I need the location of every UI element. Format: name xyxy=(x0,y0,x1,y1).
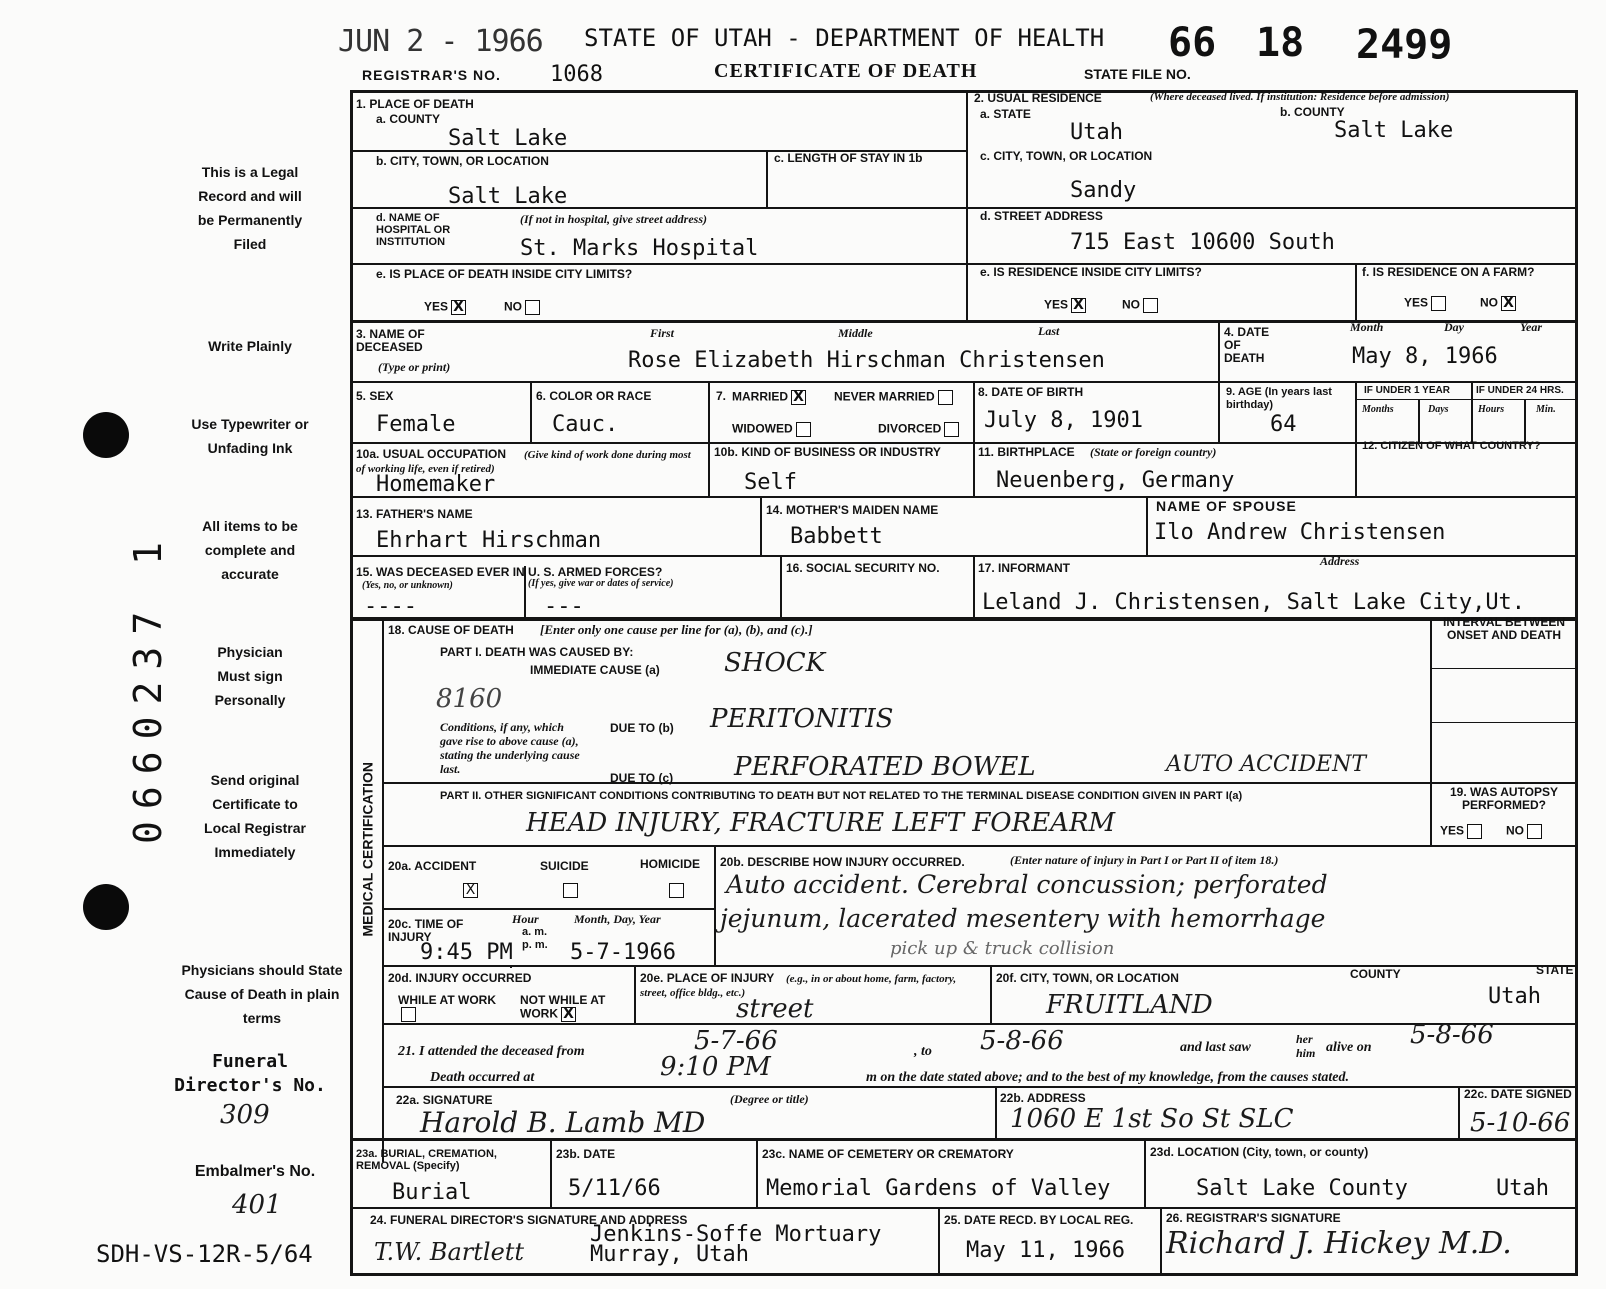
residence-state-value: Utah xyxy=(1070,120,1123,145)
armed-forces-label: 15. WAS DECEASED EVER IN U. S. ARMED FORCES? xyxy=(356,565,663,579)
widowed-checkbox[interactable]: WIDOWED xyxy=(732,422,811,437)
alive-on-label: alive on xyxy=(1326,1040,1372,1055)
last-saw-label: and last saw xyxy=(1180,1040,1251,1055)
length-of-stay-label: c. LENGTH OF STAY IN 1b xyxy=(774,151,923,165)
married-checkbox[interactable]: MARRIED X xyxy=(732,390,806,405)
burial-label: 23a. BURIAL, CREMATION, REMOVAL (Specify) xyxy=(356,1148,497,1172)
mother-name-label: 14. MOTHER'S MAIDEN NAME xyxy=(766,503,939,517)
file-number-part: 2499 xyxy=(1356,22,1453,68)
social-security-label: 16. SOCIAL SECURITY NO. xyxy=(786,561,940,575)
burial-date-label: 23b. DATE xyxy=(556,1147,616,1161)
mother-name-value: Babbett xyxy=(790,524,883,549)
am-pm-label: a. m. p. m. xyxy=(522,926,548,951)
attended-from-value: 5-7-66 xyxy=(694,1026,778,1056)
injury-city-value: FRUITLAND xyxy=(1046,990,1213,1020)
residence-yes-checkbox[interactable]: YES X xyxy=(1044,298,1086,313)
farm-label: f. IS RESIDENCE ON A FARM? xyxy=(1362,265,1535,279)
funeral-director-value: Jenkins-Soffe Mortuary xyxy=(590,1222,882,1247)
under-1-year-label: IF UNDER 1 YEAR xyxy=(1364,385,1450,396)
father-name-label: 13. FATHER'S NAME xyxy=(356,507,473,521)
hour-label: Hour xyxy=(512,912,539,926)
date-of-birth-value: July 8, 1901 xyxy=(984,408,1143,433)
death-city-value: Salt Lake xyxy=(448,184,568,209)
form-heading: STATE OF UTAH - DEPARTMENT OF HEALTH xyxy=(584,24,1105,52)
cemetery-value: Memorial Gardens of Valley xyxy=(766,1176,1111,1201)
sex-value: Female xyxy=(376,412,456,437)
homicide-checkbox[interactable] xyxy=(666,880,684,899)
accident-label: 20a. ACCIDENT xyxy=(388,859,477,873)
residence-county-label: b. COUNTY xyxy=(1280,105,1345,119)
date-of-injury-value: 5-7-1966 xyxy=(570,940,676,965)
residence-county-value: Salt Lake xyxy=(1334,118,1454,143)
informant-address-label: Address xyxy=(1320,554,1360,568)
age-hours-label: Hours xyxy=(1478,404,1505,415)
deceased-name-label: 3. NAME OF DECEASED xyxy=(356,327,425,354)
punch-hole xyxy=(83,884,129,930)
while-at-work-checkbox[interactable]: WHILE AT WORK xyxy=(398,994,508,1022)
residence-state-label: a. STATE xyxy=(980,107,1031,121)
due-to-b-label: DUE TO (b) xyxy=(610,721,674,735)
state-file-label: STATE FILE NO. xyxy=(1084,66,1191,82)
autopsy-yes-checkbox[interactable]: YES xyxy=(1440,824,1482,839)
injury-county-label: COUNTY xyxy=(1350,967,1401,981)
sidebar-physicians-cause: Physicians should State Cause of Death in plain terms xyxy=(181,962,343,1026)
burial-date-value: 5/11/66 xyxy=(568,1176,661,1201)
date-signed-value: 5-10-66 xyxy=(1470,1108,1571,1138)
registrar-signature-label: 26. REGISTRAR'S SIGNATURE xyxy=(1166,1211,1341,1225)
age-days-label: Days xyxy=(1428,404,1449,415)
informant-label: 17. INFORMANT xyxy=(978,561,1071,575)
residence-city-value: Sandy xyxy=(1070,178,1137,203)
inside-city-limits-label: e. IS PLACE OF DEATH INSIDE CITY LIMITS? xyxy=(376,267,633,281)
residence-no-checkbox[interactable]: NO xyxy=(1122,298,1158,313)
how-injury-line-2: jejunum, lacerated mesentery with hemorrhage xyxy=(720,904,1326,933)
death-occurred-label: Death occurred at xyxy=(430,1070,535,1085)
due-to-b-value: PERITONITIS xyxy=(710,704,894,734)
attended-to-value: 5-8-66 xyxy=(980,1026,1064,1056)
injury-state-value: Utah xyxy=(1488,984,1541,1009)
place-of-injury-value: street xyxy=(736,994,814,1024)
embalmer-number: 401 xyxy=(232,1190,282,1220)
suicide-label: SUICIDE xyxy=(540,859,589,873)
deceased-name-note: (Type or print) xyxy=(378,360,451,374)
part-two-label: PART II. OTHER SIGNIFICANT CONDITIONS CONTRIBUTING TO DEATH BUT NOT RELATED TO THE TERMINAL DISEASE CONDITION GIVEN IN PART I(a) xyxy=(440,790,1243,802)
file-number-part: 66 xyxy=(1168,20,1217,66)
date-of-birth-label: 8. DATE OF BIRTH xyxy=(978,385,1084,399)
armed-forces-note-b: (If yes, give war or dates of service) xyxy=(528,578,674,589)
file-number-part: 18 xyxy=(1256,20,1305,66)
middle-name-label: Middle xyxy=(838,326,873,340)
how-injury-note: (Enter nature of injury in Part I or Part II of item 18.) xyxy=(1010,853,1279,867)
punch-hole xyxy=(83,412,129,458)
service-dates-value: --- xyxy=(544,594,584,619)
funeral-director-number: 309 xyxy=(220,1100,270,1130)
how-injury-line-3: pick up & truck collision xyxy=(890,938,1115,959)
business-label: 10b. KIND OF BUSINESS OR INDUSTRY xyxy=(714,445,941,459)
immediate-cause-value: SHOCK xyxy=(724,648,826,678)
deceased-name-value: Rose Elizabeth Hirschman Christensen xyxy=(628,348,1105,373)
vertical-serial-number: 0660237 1 xyxy=(126,530,170,844)
how-injury-line-1: Auto accident. Cerebral concussion; perforated xyxy=(726,870,1328,899)
sidebar-complete: All items to be complete and accurate xyxy=(202,518,298,582)
date-of-death-label: 4. DATE OF DEATH xyxy=(1224,325,1270,365)
burial-location-label: 23d. LOCATION (City, town, or county) xyxy=(1150,1145,1369,1159)
sidebar-write-plainly: Write Plainly xyxy=(208,338,292,354)
place-yes-checkbox[interactable]: YES X xyxy=(424,300,466,315)
birthplace-label: 11. BIRTHPLACE xyxy=(978,445,1075,459)
suicide-checkbox[interactable] xyxy=(560,880,578,899)
due-to-c-extra: AUTO ACCIDENT xyxy=(1166,752,1366,777)
registrar-signature: Richard J. Hickey M.D. xyxy=(1166,1226,1512,1261)
father-name-value: Ehrhart Hirschman xyxy=(376,528,602,553)
death-occurred-value: 9:10 PM xyxy=(660,1052,771,1082)
death-city-label: b. CITY, TOWN, OR LOCATION xyxy=(376,154,549,168)
under-24-hours-label: IF UNDER 24 HRS. xyxy=(1476,385,1564,396)
attended-to-label: , to xyxy=(914,1044,932,1059)
sidebar-legal-note: This is a Legal Record and will be Permanently Filed xyxy=(197,164,303,252)
death-county-value: Salt Lake xyxy=(448,126,568,151)
never-married-checkbox[interactable]: NEVER MARRIED xyxy=(834,390,953,405)
street-address-value: 715 East 10600 South xyxy=(1070,230,1335,255)
funeral-director-signature: T.W. Bartlett xyxy=(374,1238,525,1266)
informant-value: Leland J. Christensen, Salt Lake City,Ut. xyxy=(982,590,1526,615)
burial-value: Burial xyxy=(392,1180,472,1205)
last-name-label: Last xyxy=(1038,324,1060,338)
age-label: 9. AGE (In years last birthday) xyxy=(1226,386,1332,411)
spouse-name-value: Ilo Andrew Christensen xyxy=(1154,520,1446,545)
burial-location-value: Salt Lake County xyxy=(1196,1176,1408,1201)
registrar-number: 1068 xyxy=(550,62,603,87)
degree-title-label: (Degree or title) xyxy=(730,1092,809,1106)
date-of-death-value: May 8, 1966 xyxy=(1352,344,1498,369)
age-months-label: Months xyxy=(1362,404,1394,415)
injury-city-label: 20f. CITY, TOWN, OR LOCATION xyxy=(996,971,1179,985)
immediate-cause-label: IMMEDIATE CAUSE (a) xyxy=(530,663,660,677)
cause-of-death-label: 18. CAUSE OF DEATH xyxy=(388,623,514,637)
funeral-director-label: Funeral Director's No. xyxy=(174,1051,326,1096)
age-value: 64 xyxy=(1270,412,1297,437)
interval-label: INTERVAL BETWEEN ONSET AND DEATH xyxy=(1442,615,1565,642)
funeral-director-address: Murray, Utah xyxy=(590,1242,749,1267)
autopsy-label: 19. WAS AUTOPSY PERFORMED? xyxy=(1449,785,1559,812)
injury-occurred-label: 20d. INJURY OCCURRED xyxy=(388,971,532,985)
death-year-label: Year xyxy=(1520,320,1542,334)
burial-location-state: Utah xyxy=(1496,1176,1549,1201)
occupation-value: Homemaker xyxy=(376,472,496,497)
sex-label: 5. SEX xyxy=(356,389,394,403)
part-one-label: PART I. DEATH WAS CAUSED BY: xyxy=(440,645,634,659)
date-received-value: May 11, 1966 xyxy=(966,1238,1125,1263)
physician-signature: Harold B. Lamb MD xyxy=(420,1106,706,1139)
street-address-label: d. STREET ADDRESS xyxy=(980,209,1103,223)
sidebar-typewriter: Use Typewriter or Unfading Ink xyxy=(191,416,309,456)
death-day-label: Day xyxy=(1444,320,1464,334)
birthplace-note: (State or foreign country) xyxy=(1090,445,1217,459)
cemetery-label: 23c. NAME OF CEMETERY OR CREMATORY xyxy=(762,1147,1014,1161)
attended-label: 21. I attended the deceased from xyxy=(398,1044,585,1059)
death-month-label: Month xyxy=(1350,320,1384,334)
date-signed-label: 22c. DATE SIGNED xyxy=(1464,1087,1572,1101)
certificate-title: CERTIFICATE OF DEATH xyxy=(714,60,978,82)
not-while-at-work-checkbox[interactable]: NOT WHILE AT WORK X xyxy=(520,993,606,1022)
armed-forces-note-a: (Yes, no, or unknown) xyxy=(362,580,453,591)
time-of-injury-value: 9:45 PM xyxy=(420,940,513,965)
usual-residence-label: 2. USUAL RESIDENCE xyxy=(974,91,1102,105)
armed-forces-value: ---- xyxy=(364,594,417,619)
due-to-c-label: DUE TO (c) xyxy=(610,771,674,785)
occupation-label: 10a. USUAL OCCUPATION xyxy=(356,447,507,461)
alive-on-value: 5-8-66 xyxy=(1410,1020,1494,1050)
conditions-note: Conditions, if any, which gave rise to above cause (a), stating the underlying cause last. xyxy=(440,720,580,776)
farm-yes-checkbox[interactable]: YES xyxy=(1404,296,1446,311)
divorced-checkbox[interactable]: DIVORCED xyxy=(878,422,959,437)
marital-status-label: 7. xyxy=(716,389,727,403)
due-to-c-value: PERFORATED BOWEL xyxy=(734,752,1036,782)
death-county-label: a. COUNTY xyxy=(376,112,441,126)
usual-residence-note: (Where deceased lived. If institution: Residence before admission) xyxy=(1150,91,1450,103)
date-stamp: JUN 2 - 1966 xyxy=(338,24,543,59)
spouse-name-label: NAME OF SPOUSE xyxy=(1156,498,1297,514)
race-label: 6. COLOR OR RACE xyxy=(536,389,652,403)
medical-certification-vertical: MEDICAL CERTIFICATION xyxy=(359,762,376,937)
hospital-note: (If not in hospital, give street address) xyxy=(520,212,708,226)
registrar-label: REGISTRAR'S NO. xyxy=(362,67,501,83)
birthplace-value: Neuenberg, Germany xyxy=(996,468,1235,493)
accident-checkbox[interactable]: X xyxy=(460,880,478,899)
embalmer-label: Embalmer's No. xyxy=(194,1163,316,1180)
her-him-label: her him xyxy=(1296,1032,1316,1060)
age-min-label: Min. xyxy=(1536,404,1556,415)
time-of-injury-label: 20c. TIME OF INJURY xyxy=(388,917,464,944)
hospital-label: d. NAME OF HOSPITAL OR INSTITUTION xyxy=(376,212,451,248)
injury-state-label: STATE xyxy=(1536,963,1574,977)
physician-address-label: 22b. ADDRESS xyxy=(1000,1091,1086,1105)
residence-city-limits-label: e. IS RESIDENCE INSIDE CITY LIMITS? xyxy=(980,265,1202,279)
physician-address-value: 1060 E 1st So St SLC xyxy=(1010,1104,1294,1134)
race-value: Cauc. xyxy=(552,412,619,437)
citizen-label: 12. CITIZEN OF WHAT COUNTRY? xyxy=(1362,440,1541,452)
signature-label: 22a. SIGNATURE xyxy=(396,1093,493,1107)
place-no-checkbox[interactable]: NO xyxy=(504,300,540,315)
farm-no-checkbox[interactable]: NO X xyxy=(1480,296,1516,311)
autopsy-no-checkbox[interactable]: NO xyxy=(1506,824,1542,839)
death-stated-text: m on the date stated above; and to the best of my knowledge, from the causes stated. xyxy=(866,1070,1349,1085)
business-value: Self xyxy=(744,470,797,495)
funeral-director-signature-label: 24. FUNERAL DIRECTOR'S SIGNATURE AND ADDRESS xyxy=(370,1213,688,1227)
sidebar-send: Send original Certificate to Local Registrar Immediately xyxy=(204,772,306,860)
cause-code: 8160 xyxy=(436,684,503,714)
date-received-label: 25. DATE RECD. BY LOCAL REG. xyxy=(944,1213,1134,1227)
first-name-label: First xyxy=(650,326,675,340)
hospital-value: St. Marks Hospital xyxy=(520,236,759,261)
occupation-note: (Give kind of work done during most of working life, even if retired) xyxy=(356,449,691,475)
place-of-injury-note: (e.g., in or about home, farm, factory, street, office bldg., etc.) xyxy=(640,973,957,999)
place-of-death-label: 1. PLACE OF DEATH xyxy=(356,97,474,111)
how-injury-label: 20b. DESCRIBE HOW INJURY OCCURRED. xyxy=(720,855,965,869)
residence-city-label: c. CITY, TOWN, OR LOCATION xyxy=(980,149,1153,163)
form-number: SDH-VS-12R-5/64 xyxy=(96,1240,313,1268)
homicide-label: HOMICIDE xyxy=(640,857,700,871)
place-of-injury-label: 20e. PLACE OF INJURY xyxy=(640,971,775,985)
sidebar-physician: Physician Must sign Personally xyxy=(214,644,286,708)
part-two-value: HEAD INJURY, FRACTURE LEFT FOREARM xyxy=(526,808,1116,838)
cause-of-death-note: [Enter only one cause per line for (a), (b), and (c).] xyxy=(540,622,813,637)
month-day-year-label: Month, Day, Year xyxy=(574,912,661,926)
